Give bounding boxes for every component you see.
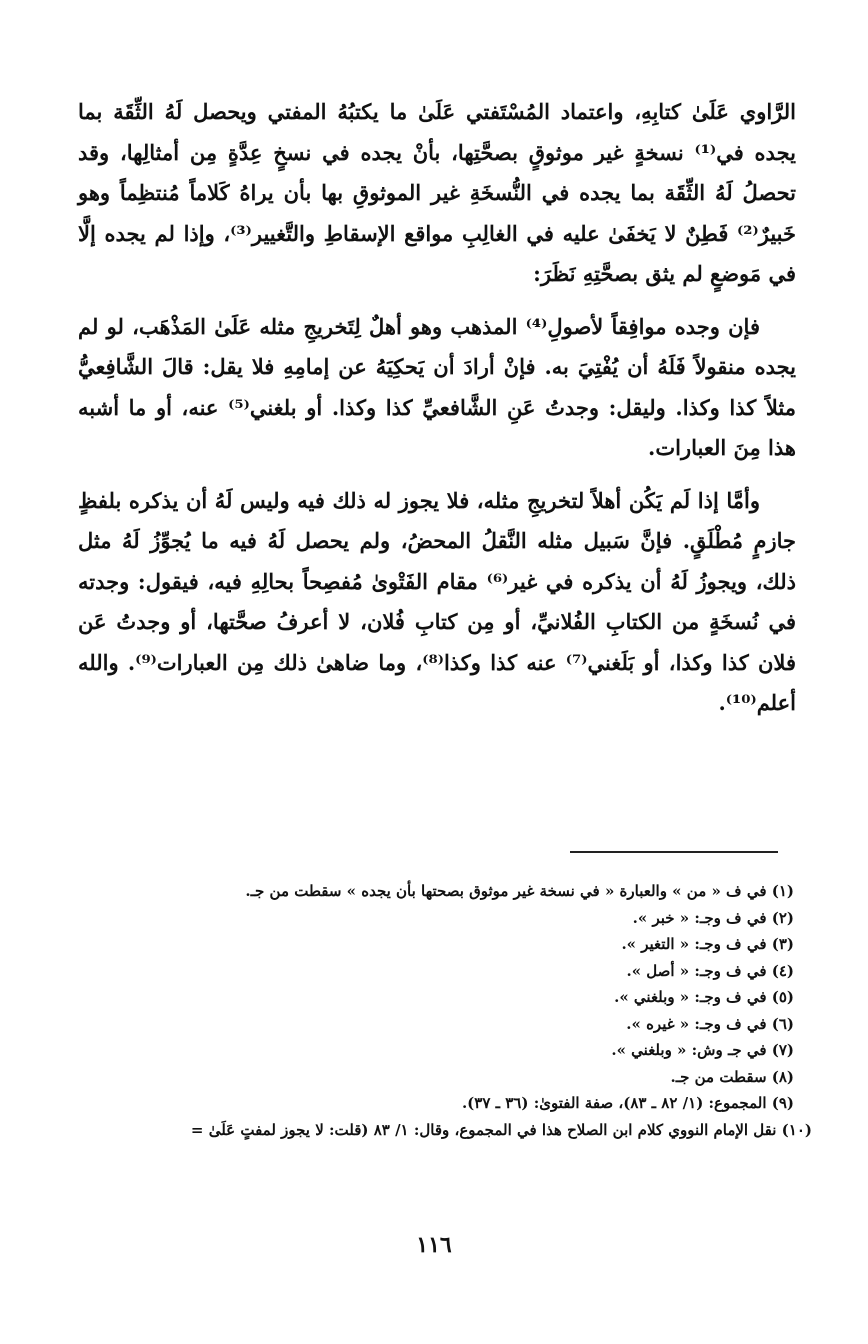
footnote-9: (٩) المجموع: (١/ ٨٢ ـ ٨٣)، صفة الفتوىٰ: (٣٦ ـ ٣٧). xyxy=(461,1094,794,1112)
main-text xyxy=(78,92,796,724)
footnote-10: (١٠) نقل الإمام النووي كلام ابن الصلاح هذا في المجموع، وقال: ١/ ٨٣ (قلت: لا يجوز لمفتٍ عَلَىٰ = xyxy=(190,1120,812,1139)
footnote-6: (٦) في ف وجـ: « غيره ». xyxy=(626,1014,794,1033)
paragraph-2: فإن وجده موافِقاً لأصولِ⁽⁴⁾ المذهب وهو أهلٌ لِتَخريجِ مثله عَلَىٰ المَذْهَب، لو لم يجده منقولاً فَلَهُ أن يُفْتِيَ به. فإنْ أرادَ أن يَحكِيَهُ عن إمامِهِ فلا يقل: قالَ الشَّافِعيُّ مثلاً كذا وكذا. وليقل: وجدتُ عَنِ الشَّافعيِّ كذا وكذا. أو بلغني⁽⁵⁾ عنه، أو ما أشبه هذا مِنَ العبارات. xyxy=(78,313,796,460)
footnote-7: (٧) في جـ وش: « وبلغني ». xyxy=(611,1041,794,1059)
footnote-5: (٥) في ف وجـ: « وبلغني ». xyxy=(614,988,794,1006)
page-number: ١١٦ xyxy=(416,1232,452,1258)
footnote-4: (٤) في ف وجـ: « أصل ». xyxy=(626,961,794,980)
paragraph-1: الرَّاوي عَلَىٰ كتابِهِ، واعتماد المُسْتَفتي عَلَىٰ ما يكتبُهُ المفتي ويحصل لَهُ الثِّقَة بما يجده في⁽¹⁾ نسخةٍ غير موثوقٍ بصحَّتِها، بأنْ يجده في نسخٍ عِدَّةٍ مِن أمثالِها، وقد تحصلُ لَهُ الثِّقَة بما يجده في النُّسخَةِ غير الموثوقِ بها بأن يراهُ كَلاماً مُنتظِماً وهو خَبيرٌ⁽²⁾ فَطِنٌ لا يَخفَىٰ عليه في الغالِبِ مواقع الإسقاطِ والتَّغيير⁽³⁾، وإذا لم يجده إلَّا في مَوضعٍ لم يثق بصحَّتِهِ نَظَرَ: xyxy=(78,99,796,286)
paragraph-3: وأمَّا إذا لَم يَكُن أهلاً لتخريجِ مثله، فلا يجوز له ذلك فيه وليس لَهُ أن يذكره بلفظٍ جازمٍ مُطْلَقٍ. فإنَّ سَبيل مثله النَّقلُ المحضُ، ولم يحصل لَهُ فيه ما يُجوِّزُ لَهُ مثل ذلك، ويجوزُ لَهُ أن يذكره في غير⁽⁶⁾ مقام الفَتْوىٰ مُفصِحاً بحالِهِ فيه، فيقول: وجدته في نُسخَةٍ من الكتابِ الفُلانيِّ، أو مِن كتابِ فُلان، لا أعرفُ صحَّتها، أو وجدتُ عَن فلان كذا وكذا، أو بَلَغني⁽⁷⁾ عنه كذا وكذا⁽⁸⁾، وما ضاهىٰ ذلك مِن العبارات⁽⁹⁾. والله أعلم⁽¹⁰⁾. xyxy=(78,487,796,715)
footnote-separator xyxy=(570,851,778,853)
footnote-3: (٣) في ف وجـ: « التغير ». xyxy=(621,935,794,953)
footnotes xyxy=(46,878,812,1143)
footnote-1: (١) في ف « من » والعبارة « في نسخة غير موثوق بصحتها بأن يجده » سقطت من جـ. xyxy=(245,882,794,900)
footnote-2: (٢) في ف وجـ: « خبر ». xyxy=(632,908,794,927)
footnote-8: (٨) سقطت من جـ. xyxy=(670,1067,794,1086)
